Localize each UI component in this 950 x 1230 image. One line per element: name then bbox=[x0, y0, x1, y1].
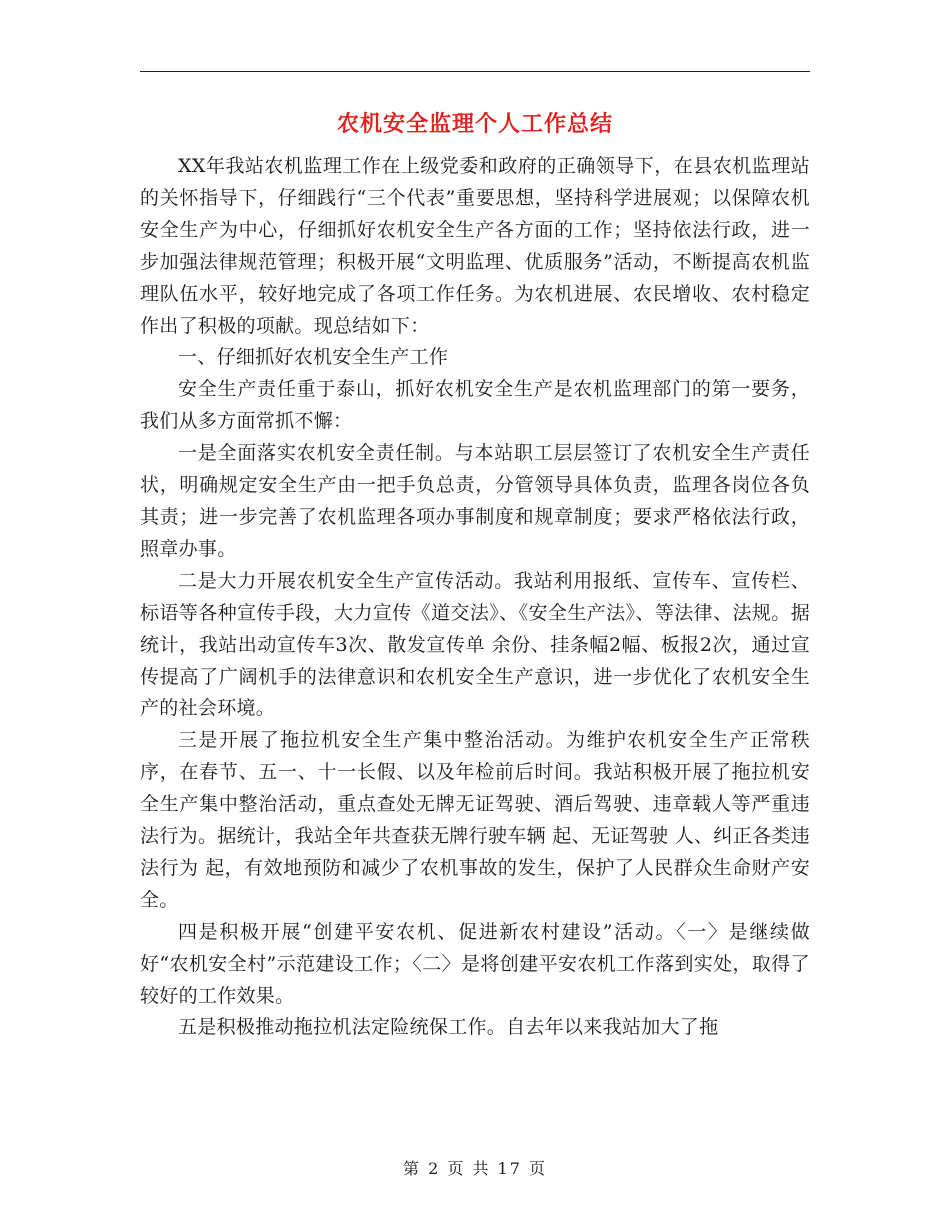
paragraph-point-4: 四是积极开展“创建平安农机、促进新农村建设”活动。〈一〉是继续做好“农机安全村”示范建设工作；〈二〉是将创建平安农机工作落到实处，取得了较好的工作效果。 bbox=[140, 920, 810, 1007]
paragraph-point-3: 三是开展了拖拉机安全生产集中整治活动。为维护农机安全生产正常秩序，在春节、五一、十一长假、以及年检前后时间。我站积极开展了拖拉机安全生产集中整治活动，重点查处无牌无证驾驶、酒后驾驶、违章载人等严重违法行为。据统计，我站全年共查获无牌行驶车辆 起、无证驾驶 人、纠正各类违法行为 起，有效地预防和减少了农机事故的发生，保护了人民群众生命财产安全。 bbox=[140, 729, 810, 911]
paragraph-point-2: 二是大力开展农机安全生产宣传活动。我站利用报纸、宣传车、宣传栏、标语等各种宣传手段，大力宣传《道交法》、《安全生产法》、等法律、法规。据统计，我站出动宣传车3次、散发宣传单 余份、挂条幅2幅、板报2次，通过宣传提高了广阔机手的法律意识和农机安全生产意识，进一步优化了农机安全生产的社会环境。 bbox=[140, 569, 810, 720]
paragraph-point-5: 五是积极推动拖拉机法定险统保工作。自去年以来我站加大了拖 bbox=[178, 1016, 719, 1039]
section-heading-1: 一、仔细抓好农机安全生产工作 bbox=[178, 346, 449, 369]
header-rule bbox=[140, 71, 810, 72]
paragraph-intro: XX年我站农机监理工作在上级党委和政府的正确领导下，在县农机监理站的关怀指导下，仔细践行“三个代表”重要思想，坚持科学进展观；以保障农机安全生产为中心，仔细抓好农机安全生产各方面的工作；坚持依法行政，进一步加强法律规范管理；积极开展“文明监理、优质服务”活动，不断提高农机监理队伍水平，较好地完成了各项工作任务。为农机进展、农民增收、农村稳定作出了积极的项献。现总结如下： bbox=[140, 155, 810, 337]
paragraph-point-1: 一是全面落实农机安全责任制。与本站职工层层签订了农机安全生产责任状，明确规定安全生产由一把手负总责，分管领导具体负责，监理各岗位各负其责；进一步完善了农机监理各项办事制度和规章制度；要求严格依法行政，照章办事。 bbox=[140, 442, 810, 560]
page-number: 第 2 页 共 17 页 bbox=[403, 1159, 547, 1178]
paragraph-safety-priority: 安全生产责任重于泰山，抓好农机安全生产是农机监理部门的第一要务，我们从多方面常抓不懈： bbox=[140, 378, 810, 433]
document-title: 农机安全监理个人工作总结 bbox=[336, 112, 613, 137]
document-body bbox=[140, 151, 810, 1044]
